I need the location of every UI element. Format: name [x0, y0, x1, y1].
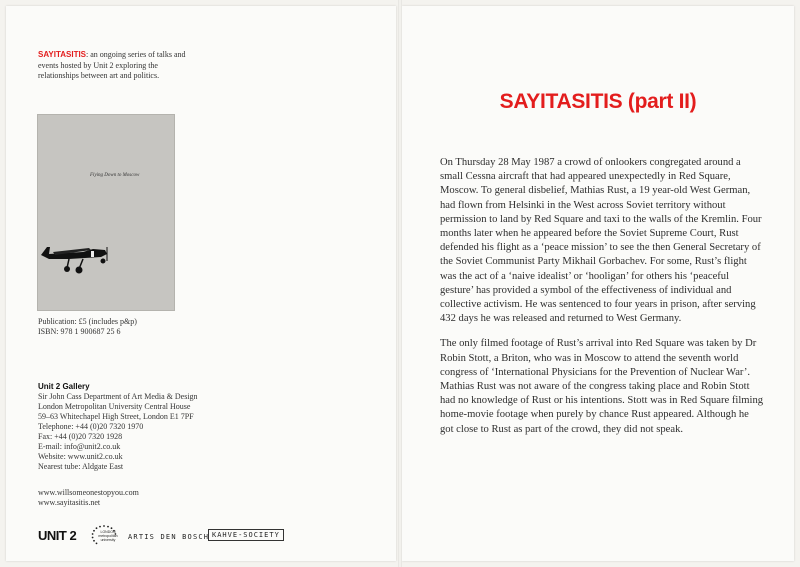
publication-info [38, 317, 137, 337]
sponsor-logos [38, 524, 288, 548]
gallery-contact [38, 382, 258, 472]
unit2-logo: UNIT 2 [38, 528, 77, 543]
publication-price: Publication: £5 (includes p&p) [38, 317, 137, 326]
gallery-line: 59–63 Whitechapel High Street, London E1 7PF [38, 412, 194, 421]
gallery-fax: Fax: +44 (0)20 7320 1928 [38, 432, 123, 441]
link-willsomeonestopyou: www.willsomeonestopyou.com [38, 488, 139, 497]
gallery-line: London Metropolitan University Central House [38, 402, 191, 411]
series-description: : an ongoing series of talks and events hosted by Unit 2 exploring the relationships between art and politics. [38, 50, 186, 80]
london-met-logo [88, 524, 120, 546]
lmu-line: LONDON [100, 530, 116, 534]
book-cover-image [37, 114, 175, 311]
gallery-phone: Telephone: +44 (0)20 7320 1970 [38, 422, 144, 431]
lmu-line: metropolitan [98, 534, 118, 538]
cessna-plane-icon [39, 235, 109, 277]
artis-logo: ARTIS DEN BOSCH [128, 533, 210, 541]
series-name: SAYITASITIS [38, 50, 87, 59]
article-body [440, 156, 765, 448]
gallery-name: Unit 2 Gallery [38, 382, 90, 391]
lmu-line: university [100, 538, 116, 542]
gallery-line: Sir John Cass Department of Art Media & Design [38, 392, 198, 401]
article-paragraph: The only filmed footage of Rust’s arrival into Red Square was taken by Dr Robin Stott, a Briton, who was in Moscow to attend the seventh world congress of ‘International Physicians for the Prevention of Nuclear War’. Mathias Rust was not aware of the congress taking place and Robin Stott had no knowledge of Rust or his intentions. Stott was in Red Square filming home-movie footage when purely by chance Rust appeared. Although he got close to Rust as part of the crowd, they did not speak. [440, 338, 764, 435]
gallery-website: Website: www.unit2.co.uk [38, 452, 123, 461]
kahve-society-logo: KAHVE-SOCIETY [208, 529, 284, 541]
gallery-email: E-mail: info@unit2.co.uk [38, 442, 121, 451]
article-paragraph: On Thursday 28 May 1987 a crowd of onlookers congregated around a small Cessna aircraft that had appeared unexpectedly in Red Square, Moscow. To general disbelief, Mathias Rust, a 19 year-old West German, had flown from Helsinki in the West across Soviet territory without permission to land by Red Square and taxi to the walls of the Kremlin. Four months later when he appeared before the Soviet Supreme Court, Rust defended his flight as a ‘peace mission’ to see the then General Secretary of the Soviet Communist Party Mikhail Gorbachev. For some, Rust’s flight was the act of a ‘naive idealist’ or ‘hooligan’ for others his ‘peaceful gesture’ has provided a symbol of the effectiveness of individual and collective activism. He was sentenced to four years in prison, after serving 432 days he was released and returned to West Germany. [440, 157, 762, 325]
link-sayitasitis: www.sayitasitis.net [38, 498, 101, 507]
gallery-tube: Nearest tube: Aldgate East [38, 462, 124, 471]
publication-isbn: ISBN: 978 1 900687 25 6 [38, 327, 121, 336]
web-links [38, 488, 139, 508]
series-intro [38, 50, 198, 82]
page-fold [398, 0, 402, 567]
book-cover-title: Flying Down to Moscow [90, 173, 140, 178]
london-met-text [96, 530, 120, 542]
page-title: SAYITASITIS (part II) [499, 90, 697, 113]
